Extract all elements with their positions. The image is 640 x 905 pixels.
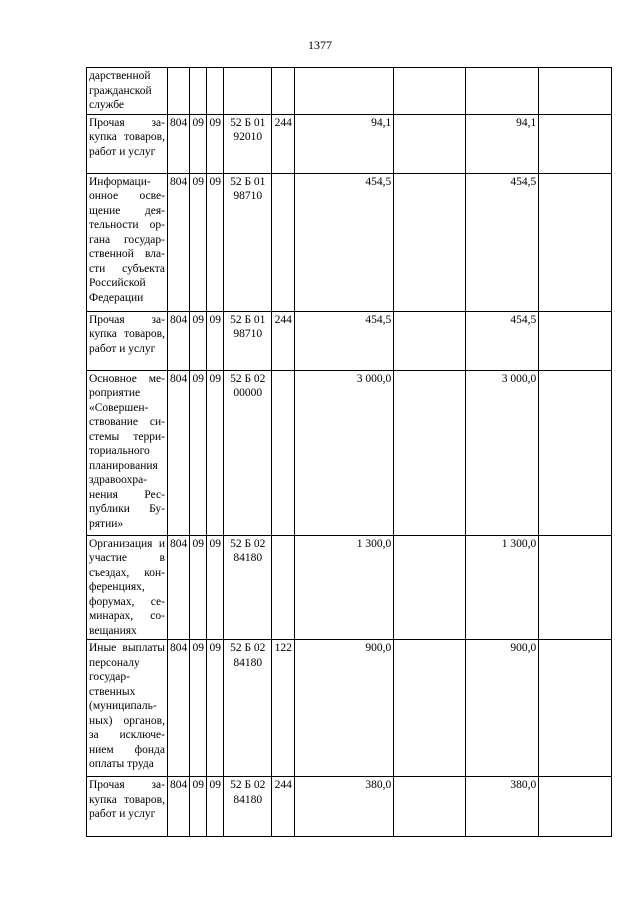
- amount-cell: 454,5: [466, 311, 539, 370]
- expense-type-cell: 244: [272, 777, 295, 837]
- amount-cell: 454,5: [466, 173, 539, 311]
- section-cell: 09: [190, 311, 207, 370]
- empty-amount-cell: [394, 370, 466, 535]
- table-row: [87, 535, 612, 640]
- subsection-cell: 09: [207, 370, 224, 535]
- empty-amount-cell: [394, 68, 466, 115]
- admin-code-cell: 804: [168, 370, 190, 535]
- empty-amount-cell: [539, 311, 612, 370]
- empty-amount-cell: [539, 777, 612, 837]
- target-article-cell: 52 Б 02 84180: [224, 640, 272, 777]
- subsection-cell: 09: [207, 777, 224, 837]
- admin-code-cell: 804: [168, 640, 190, 777]
- row-name-cell: дарственной гражданской службе: [87, 68, 168, 115]
- row-name-cell: Организация и участие в съездах, конференциях, форумах, семинарах, совещаниях: [87, 535, 168, 640]
- admin-code-cell: 804: [168, 777, 190, 837]
- target-article-cell: [224, 68, 272, 115]
- amount-cell: 900,0: [295, 640, 394, 777]
- page-number: 1377: [308, 38, 332, 52]
- row-name-cell: Прочая закупка товаров, работ и услуг: [87, 777, 168, 837]
- row-name-cell: Информационное освещение деятельности органа государственной власти субъекта Российской Федерации: [87, 173, 168, 311]
- expense-type-cell: [272, 535, 295, 640]
- amount-cell: 1 300,0: [466, 535, 539, 640]
- empty-amount-cell: [394, 777, 466, 837]
- admin-code-cell: 804: [168, 173, 190, 311]
- subsection-cell: 09: [207, 114, 224, 173]
- admin-code-cell: 804: [168, 311, 190, 370]
- empty-amount-cell: [539, 68, 612, 115]
- table-row: [87, 640, 612, 777]
- subsection-cell: 09: [207, 640, 224, 777]
- target-article-cell: 52 Б 02 00000: [224, 370, 272, 535]
- table-row: [87, 114, 612, 173]
- table-row: [87, 370, 612, 535]
- amount-cell: 1 300,0: [295, 535, 394, 640]
- empty-amount-cell: [394, 173, 466, 311]
- empty-amount-cell: [394, 535, 466, 640]
- empty-amount-cell: [539, 535, 612, 640]
- amount-cell: 3 000,0: [466, 370, 539, 535]
- row-name-cell: Основное мероприятие «Совершенствование системы территориального планирования здравоохранения Республики Бурятии»: [87, 370, 168, 535]
- section-cell: 09: [190, 777, 207, 837]
- amount-cell: 454,5: [295, 311, 394, 370]
- amount-cell: 454,5: [295, 173, 394, 311]
- target-article-cell: 52 Б 01 98710: [224, 173, 272, 311]
- empty-amount-cell: [394, 640, 466, 777]
- subsection-cell: 09: [207, 311, 224, 370]
- budget-table: [86, 67, 612, 837]
- section-cell: 09: [190, 370, 207, 535]
- subsection-cell: 09: [207, 535, 224, 640]
- expense-type-cell: [272, 370, 295, 535]
- section-cell: 09: [190, 114, 207, 173]
- admin-code-cell: 804: [168, 114, 190, 173]
- section-cell: 09: [190, 640, 207, 777]
- empty-amount-cell: [539, 173, 612, 311]
- amount-cell: 380,0: [466, 777, 539, 837]
- subsection-cell: 09: [207, 173, 224, 311]
- target-article-cell: 52 Б 01 98710: [224, 311, 272, 370]
- section-cell: 09: [190, 535, 207, 640]
- table-row: [87, 173, 612, 311]
- section-cell: [190, 68, 207, 115]
- amount-cell: 900,0: [466, 640, 539, 777]
- amount-cell: [295, 68, 394, 115]
- expense-type-cell: [272, 68, 295, 115]
- row-name-cell: Иные выплаты персоналу государственных (муниципальных) органов, за исключением фонда оплаты труда: [87, 640, 168, 777]
- row-name-cell: Прочая закупка товаров, работ и услуг: [87, 114, 168, 173]
- amount-cell: 380,0: [295, 777, 394, 837]
- table-row: [87, 68, 612, 115]
- expense-type-cell: 122: [272, 640, 295, 777]
- subsection-cell: [207, 68, 224, 115]
- empty-amount-cell: [394, 311, 466, 370]
- empty-amount-cell: [539, 370, 612, 535]
- table-row: [87, 777, 612, 837]
- empty-amount-cell: [539, 114, 612, 173]
- expense-type-cell: [272, 173, 295, 311]
- expense-type-cell: 244: [272, 311, 295, 370]
- admin-code-cell: [168, 68, 190, 115]
- amount-cell: 3 000,0: [295, 370, 394, 535]
- table-body: [87, 68, 612, 837]
- target-article-cell: 52 Б 01 92010: [224, 114, 272, 173]
- empty-amount-cell: [539, 640, 612, 777]
- amount-cell: 94,1: [295, 114, 394, 173]
- expense-type-cell: 244: [272, 114, 295, 173]
- table-row: [87, 311, 612, 370]
- row-name-cell: Прочая закупка товаров, работ и услуг: [87, 311, 168, 370]
- section-cell: 09: [190, 173, 207, 311]
- admin-code-cell: 804: [168, 535, 190, 640]
- amount-cell: [466, 68, 539, 115]
- target-article-cell: 52 Б 02 84180: [224, 535, 272, 640]
- amount-cell: 94,1: [466, 114, 539, 173]
- target-article-cell: 52 Б 02 84180: [224, 777, 272, 837]
- empty-amount-cell: [394, 114, 466, 173]
